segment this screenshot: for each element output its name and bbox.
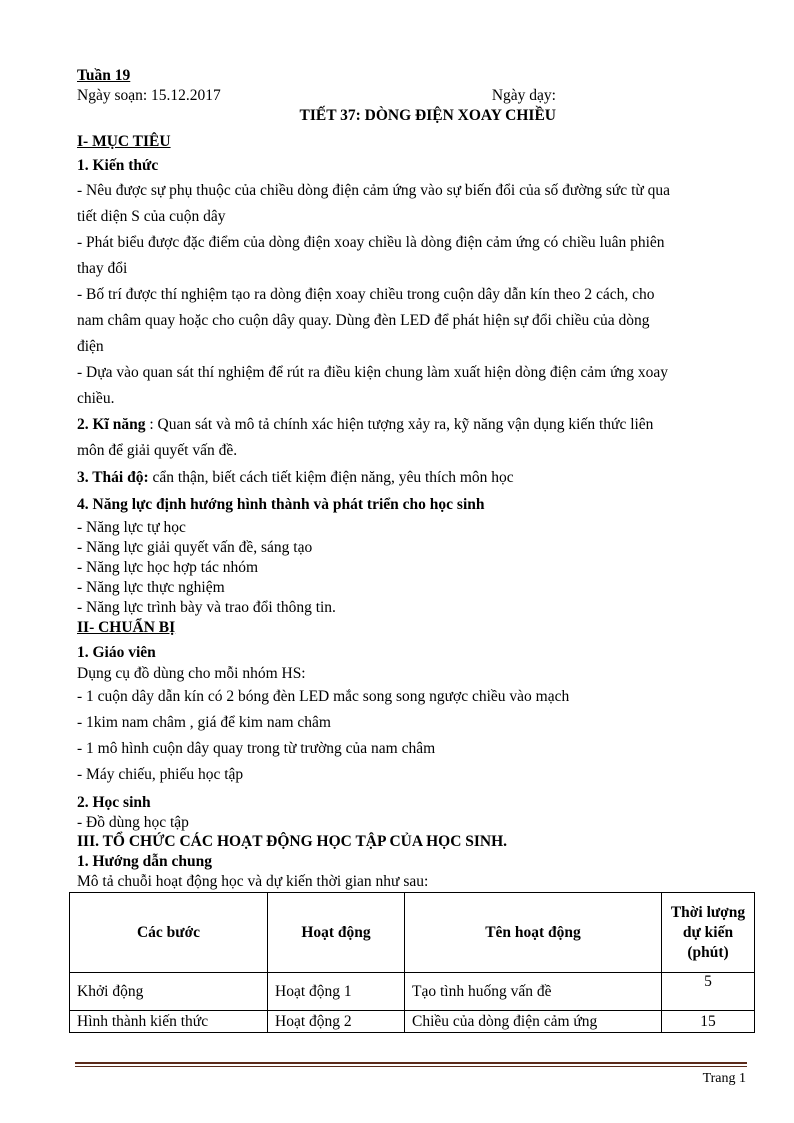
knowledge-list: [77, 178, 757, 412]
table-cell: 15: [662, 1011, 755, 1033]
knowledge-line: - Bố trí được thí nghiệm tạo ra dòng điện xoay chiều trong cuộn dây dẫn kín theo 2 cách, cho: [77, 286, 655, 303]
guide-heading: 1. Hướng dẫn chung: [77, 853, 213, 870]
header-cell: Tên hoạt động: [405, 893, 662, 973]
knowledge-line: điện: [77, 338, 104, 355]
teach-date: Ngày dạy:: [491, 87, 556, 104]
lesson-title: TIẾT 37: DÒNG ĐIỆN XOAY CHIỀU: [299, 107, 556, 124]
table-header-row: [70, 893, 755, 973]
teacher-items: [77, 684, 757, 788]
competence-item: - Năng lực học hợp tác nhóm: [77, 559, 259, 576]
section-objectives-heading: I- MỤC TIÊU: [77, 133, 171, 150]
knowledge-line: - Phát biểu được đặc điểm của dòng điện xoay chiều là dòng điện cảm ứng có chiều luân phiên: [77, 234, 665, 251]
teacher-item: - 1 cuộn dây dẫn kín có 2 bóng đèn LED mắc song song ngược chiều vào mạch: [77, 688, 570, 705]
knowledge-line: thay đổi: [77, 260, 128, 277]
attitude-paragraph: [77, 464, 757, 492]
header-cell: Các bước: [70, 893, 268, 973]
attitude-text: cẩn thận, biết cách tiết kiệm điện năng, yêu thích môn học: [148, 469, 514, 486]
teacher-item: - 1kim nam châm , giá để kim nam châm: [77, 714, 331, 731]
table-cell: Tạo tình huống vấn đề: [405, 973, 662, 1011]
section-preparation-heading: II- CHUẨN BỊ: [77, 619, 176, 636]
competence-item: - Năng lực tự học: [77, 519, 186, 536]
header-cell: Hoạt động: [268, 893, 405, 973]
student-heading: 2. Học sinh: [77, 794, 151, 811]
attitude-label: 3. Thái độ:: [77, 469, 149, 486]
knowledge-line: nam châm quay hoặc cho cuộn dây quay. Dùng đèn LED để phát hiện sự đổi chiều của dòng: [77, 312, 650, 329]
teacher-intro: Dụng cụ đồ dùng cho mỗi nhóm HS:: [77, 665, 306, 682]
table-cell: 5: [662, 973, 755, 1011]
knowledge-line: tiết diện S của cuộn dây: [77, 208, 226, 225]
table-row: [70, 973, 755, 1011]
skill-text: : Quan sát và mô tả chính xác hiện tượng xảy ra, kỹ năng vận dụng kiến thức liên: [145, 416, 654, 433]
footer-divider-thin: [75, 1066, 747, 1067]
knowledge-line: - Dựa vào quan sát thí nghiệm để rút ra điều kiện chung làm xuất hiện dòng điện cảm ứng xoay: [77, 364, 669, 381]
teacher-item: - Máy chiếu, phiếu học tập: [77, 766, 244, 783]
table-row: [70, 1011, 755, 1033]
teacher-heading: 1. Giáo viên: [77, 644, 156, 661]
knowledge-line: chiều.: [77, 390, 115, 407]
knowledge-heading: 1. Kiến thức: [77, 157, 159, 174]
knowledge-line: - Nêu được sự phụ thuộc của chiều dòng điện cảm ứng vào sự biến đổi của số đường sức từ qua: [77, 182, 671, 199]
footer-divider: [75, 1062, 747, 1064]
skill-paragraph: [77, 412, 757, 438]
date-row: [77, 86, 556, 106]
skill-text-cont: môn để giải quyết vấn đề.: [77, 442, 238, 459]
table-cell: Hình thành kiến thức: [70, 1011, 268, 1033]
prep-date: Ngày soạn: 15.12.2017: [77, 87, 221, 104]
competence-item: - Năng lực trình bày và trao đổi thông tin.: [77, 599, 336, 616]
guide-intro: Mô tả chuỗi hoạt động học và dự kiến thời gian như sau:: [77, 873, 429, 890]
week-label: Tuần 19: [77, 67, 131, 84]
competence-list: [77, 518, 757, 618]
page-number: Trang 1: [702, 1071, 746, 1086]
competence-item: - Năng lực giải quyết vấn đề, sáng tạo: [77, 539, 313, 556]
table-cell: Hoạt động 1: [268, 973, 405, 1011]
student-item: - Đồ dùng học tập: [77, 814, 189, 831]
table-cell: Chiều của dòng điện cảm ứng: [405, 1011, 662, 1033]
table-cell: Hoạt động 2: [268, 1011, 405, 1033]
teacher-item: - 1 mô hình cuộn dây quay trong từ trường của nam châm: [77, 740, 436, 757]
document-page: [77, 66, 757, 1033]
competence-heading: 4. Năng lực định hướng hình thành và phát triển cho học sinh: [77, 496, 485, 513]
header-cell: Thời lượng dự kiến (phút): [662, 893, 755, 973]
competence-item: - Năng lực thực nghiệm: [77, 579, 225, 596]
table-cell: Khởi động: [70, 973, 268, 1011]
skill-label: 2. Kĩ năng: [77, 416, 146, 433]
section-activities-heading: III. TỔ CHỨC CÁC HOẠT ĐỘNG HỌC TẬP CỦA HỌC SINH.: [77, 833, 508, 850]
activity-table: [69, 892, 755, 1033]
